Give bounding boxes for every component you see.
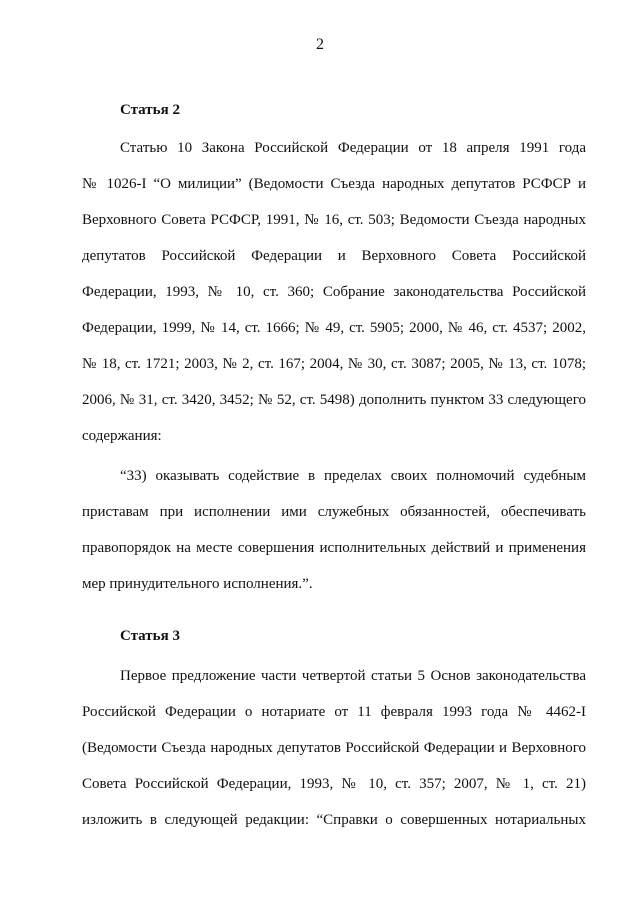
text-line: № 1026-I “О милиции” (Ведомости Съезда народных депутатов РСФСР и <box>82 176 586 192</box>
article-2-title: Статья 2 <box>120 102 180 118</box>
text-line: (Ведомости Съезда народных депутатов Российской Федерации и Верховного <box>82 740 586 756</box>
page-number: 2 <box>316 36 324 53</box>
text-line: Совета Российской Федерации, 1993, № 10, ст. 357; 2007, № 1, ст. 21) <box>82 776 586 792</box>
text-line: приставам при исполнении ими служебных обязанностей, обеспечивать <box>82 504 586 520</box>
text-line: изложить в следующей редакции: “Справки о совершенных нотариальных <box>82 812 586 828</box>
article-3-title: Статья 3 <box>120 628 180 644</box>
text-line: Федерации, 1993, № 10, ст. 360; Собрание законодательства Российской <box>82 284 586 300</box>
article-2-paragraph-2 <box>82 458 586 602</box>
document-body <box>82 92 586 838</box>
text-line: Российской Федерации о нотариате от 11 февраля 1993 года № 4462-I <box>82 704 586 720</box>
text-line: правопорядок на месте совершения исполнительных действий и применения <box>82 540 586 556</box>
text-line: мер принудительного исполнения.”. <box>82 576 313 592</box>
text-line: № 18, ст. 1721; 2003, № 2, ст. 167; 2004, № 30, ст. 3087; 2005, № 13, ст. 1078; <box>82 356 586 372</box>
text-line: содержания: <box>82 428 162 444</box>
text-line: 2006, № 31, ст. 3420, 3452; № 52, ст. 5498) дополнить пунктом 33 следующего <box>82 392 586 408</box>
text-line: Статью 10 Закона Российской Федерации от 18 апреля 1991 года <box>120 140 586 156</box>
text-line: депутатов Российской Федерации и Верховного Совета Российской <box>82 248 586 264</box>
spacer <box>82 602 586 618</box>
article-3-paragraph-1 <box>82 658 586 838</box>
text-line: Федерации, 1999, № 14, ст. 1666; № 49, ст. 5905; 2000, № 46, ст. 4537; 2002, <box>82 320 586 336</box>
text-line: “33) оказывать содействие в пределах своих полномочий судебным <box>120 468 586 484</box>
article-2-paragraph-1 <box>82 130 586 454</box>
text-line: Верховного Совета РСФСР, 1991, № 16, ст. 503; Ведомости Съезда народных <box>82 212 586 228</box>
text-line: Первое предложение части четвертой статьи 5 Основ законодательства <box>120 668 586 684</box>
